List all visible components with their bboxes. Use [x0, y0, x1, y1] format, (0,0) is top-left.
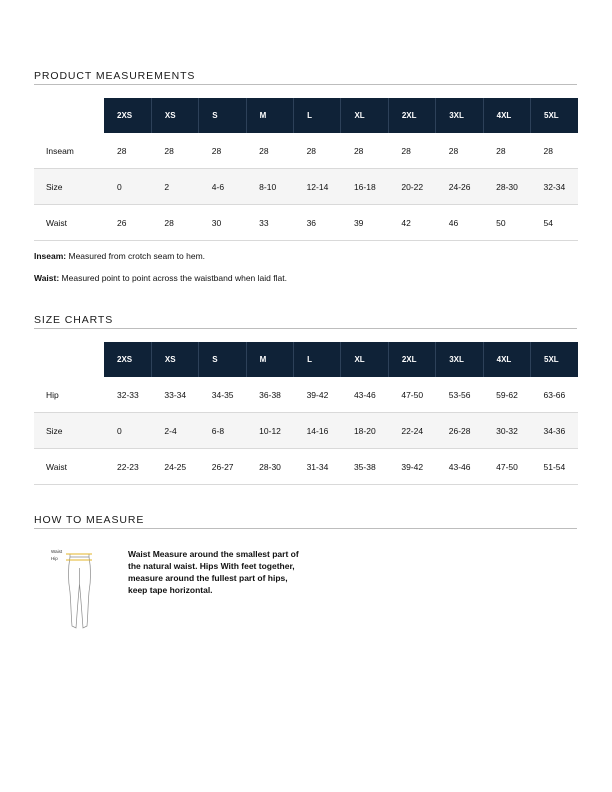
- size-charts-table: [34, 342, 578, 485]
- table-cell: 30-32: [483, 413, 530, 449]
- table-cell: 28: [294, 133, 341, 169]
- table-cell: 28: [388, 133, 435, 169]
- table-cell: 18-20: [341, 413, 388, 449]
- table-cell: 28: [483, 133, 530, 169]
- table-cell: 22-23: [104, 449, 151, 485]
- table-row-waist: [34, 449, 578, 485]
- size-header-5xl: 5XL: [531, 342, 578, 377]
- table-cell: 39: [341, 205, 388, 241]
- table-cell: 28-30: [483, 169, 530, 205]
- leggings-figure: [46, 548, 116, 632]
- table-cell: 36: [294, 205, 341, 241]
- size-header-xs: XS: [151, 98, 198, 133]
- table-cell: 47-50: [388, 377, 435, 413]
- size-header-s: S: [199, 342, 246, 377]
- size-header-2xs: 2XS: [104, 98, 151, 133]
- leggings-illustration: [46, 548, 116, 632]
- table-row-size: [34, 413, 578, 449]
- table-cell: 28: [151, 205, 198, 241]
- table-cell: 24-25: [151, 449, 198, 485]
- table-cell: 59-62: [483, 377, 530, 413]
- table-cell: 2-4: [151, 413, 198, 449]
- table-cell: 46: [436, 205, 483, 241]
- table-cell: 0: [104, 413, 151, 449]
- size-header-l: L: [294, 342, 341, 377]
- table-cell: 26-28: [436, 413, 483, 449]
- table-cell: 4-6: [199, 169, 246, 205]
- waist-note: [34, 273, 287, 283]
- table-cell: 32-33: [104, 377, 151, 413]
- table-cell: 22-24: [388, 413, 435, 449]
- how-to-measure-title: HOW TO MEASURE: [34, 514, 577, 529]
- table-cell: 16-18: [341, 169, 388, 205]
- table-cell: 28: [531, 133, 578, 169]
- size-header-3xl: 3XL: [436, 342, 483, 377]
- table-cell: 54: [531, 205, 578, 241]
- table-cell: 8-10: [246, 169, 293, 205]
- product-measurements-title: PRODUCT MEASUREMENTS: [34, 70, 577, 85]
- table-cell: 0: [104, 169, 151, 205]
- table-cell: 24-26: [436, 169, 483, 205]
- table-cell: 14-16: [294, 413, 341, 449]
- header-corner: [34, 98, 104, 133]
- table-cell: 28: [436, 133, 483, 169]
- table-cell: 30: [199, 205, 246, 241]
- table-cell: 47-50: [483, 449, 530, 485]
- table-cell: 39-42: [388, 449, 435, 485]
- inseam-note-text: Measured from crotch seam to hem.: [66, 251, 206, 261]
- table-cell: 50: [483, 205, 530, 241]
- row-label: Hip: [34, 377, 104, 413]
- row-label: Waist: [34, 205, 104, 241]
- table-row-hip: [34, 377, 578, 413]
- size-header-3xl: 3XL: [436, 98, 483, 133]
- table-cell: 33-34: [151, 377, 198, 413]
- size-header-2xl: 2XL: [388, 342, 435, 377]
- size-header-xs: XS: [151, 342, 198, 377]
- inseam-note: [34, 251, 205, 261]
- size-header-s: S: [199, 98, 246, 133]
- size-charts-title: SIZE CHARTS: [34, 314, 577, 329]
- inseam-note-term: Inseam:: [34, 251, 67, 261]
- row-label: Inseam: [34, 133, 104, 169]
- table-cell: 51-54: [531, 449, 578, 485]
- table-cell: 2: [151, 169, 198, 205]
- row-label: Waist: [34, 449, 104, 485]
- table-cell: 26: [104, 205, 151, 241]
- product-measurements-table: [34, 98, 578, 241]
- table-cell: 42: [388, 205, 435, 241]
- table-cell: 12-14: [294, 169, 341, 205]
- table-cell: 28: [199, 133, 246, 169]
- legs-outline: [69, 557, 91, 628]
- size-header-xl: XL: [341, 342, 388, 377]
- waist-note-term: Waist:: [34, 273, 60, 283]
- table-cell: 53-56: [436, 377, 483, 413]
- table-cell: 28: [151, 133, 198, 169]
- table-cell: 6-8: [199, 413, 246, 449]
- table-cell: 28-30: [246, 449, 293, 485]
- size-header-xl: XL: [341, 98, 388, 133]
- header-corner: [34, 342, 104, 377]
- size-header-m: M: [246, 98, 293, 133]
- table-row-size: [34, 169, 578, 205]
- size-header-m: M: [246, 342, 293, 377]
- waist-note-text: Measured point to point across the waistband when laid flat.: [59, 273, 287, 283]
- size-header-2xs: 2XS: [104, 342, 151, 377]
- table-cell: 33: [246, 205, 293, 241]
- table-cell: 32-34: [531, 169, 578, 205]
- size-header-5xl: 5XL: [531, 98, 578, 133]
- table-cell: 34-35: [199, 377, 246, 413]
- table-cell: 31-34: [294, 449, 341, 485]
- hip-figure-label: Hip: [51, 556, 58, 561]
- row-label: Size: [34, 413, 104, 449]
- table-row-inseam: [34, 133, 578, 169]
- size-header-4xl: 4XL: [483, 98, 530, 133]
- table-cell: 35-38: [341, 449, 388, 485]
- how-to-measure-text: Waist Measure around the smallest part of the natural waist. Hips With feet together, measure around the fullest part of hips, keep tape horizontal.: [128, 549, 299, 595]
- table-cell: 20-22: [388, 169, 435, 205]
- size-header-4xl: 4XL: [483, 342, 530, 377]
- waist-figure-label: Waist: [51, 549, 63, 554]
- table-cell: 36-38: [246, 377, 293, 413]
- size-header-2xl: 2XL: [388, 98, 435, 133]
- table-cell: 43-46: [341, 377, 388, 413]
- table-cell: 63-66: [531, 377, 578, 413]
- table-cell: 28: [341, 133, 388, 169]
- table-cell: 34-36: [531, 413, 578, 449]
- table-row-waist: [34, 205, 578, 241]
- table-cell: 28: [104, 133, 151, 169]
- table-cell: 10-12: [246, 413, 293, 449]
- row-label: Size: [34, 169, 104, 205]
- table-cell: 26-27: [199, 449, 246, 485]
- table-cell: 43-46: [436, 449, 483, 485]
- size-header-l: L: [294, 98, 341, 133]
- table-cell: 39-42: [294, 377, 341, 413]
- table-cell: 28: [246, 133, 293, 169]
